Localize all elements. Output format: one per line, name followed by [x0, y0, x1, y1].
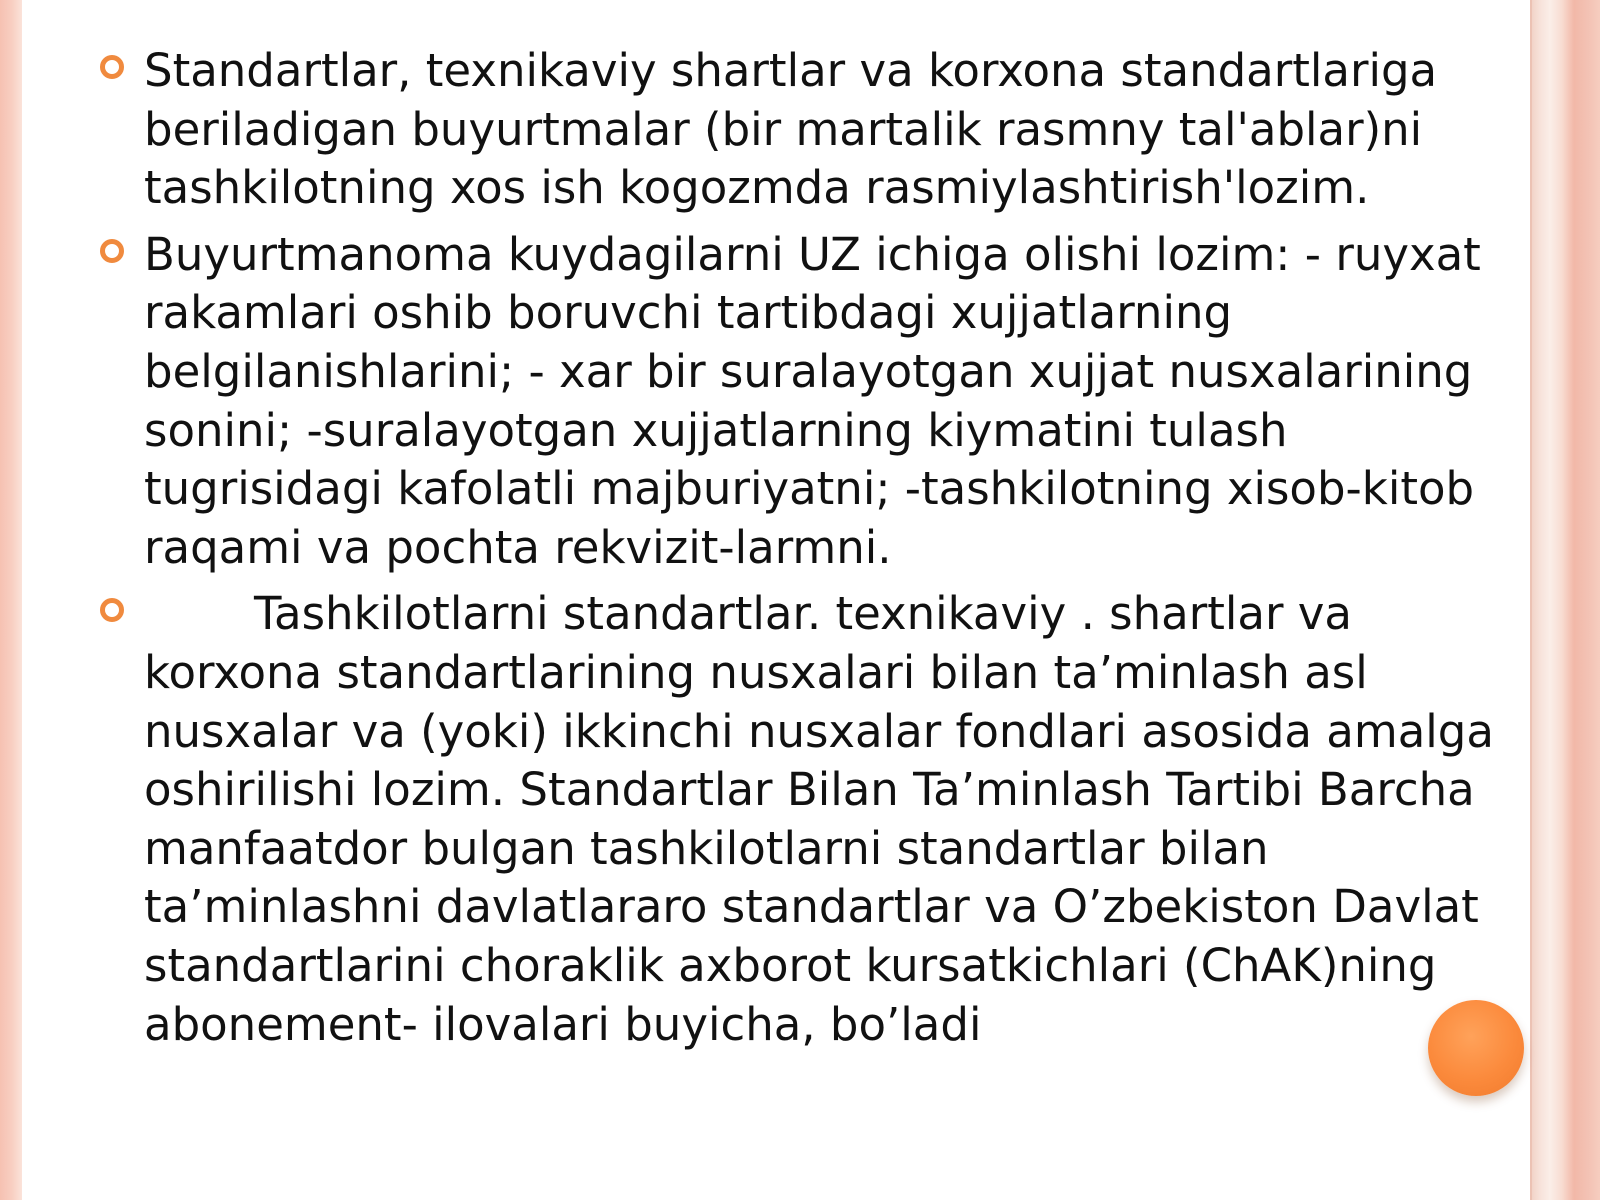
bullet-circle-icon	[100, 598, 124, 622]
bullet-text-1: Standartlar, texnikaviy shartlar va korxona standartlariga beriladigan buyurtmalar (bir martalik rasmny tal'ablar)ni tashkilotning xos ish kogozmda rasmiylashtirish'lozim.	[144, 44, 1438, 215]
bullet-item-3	[100, 585, 1500, 1054]
bullet-circle-icon	[100, 239, 124, 263]
bullet-text-2: Buyurtmanoma kuydagilarni UZ ichiga olishi lozim: - ruyxat rakamlari oshib boruvchi tartibdagi xujjatlarning belgilanishlarini; - xar bir suralayotgan xujjat nusxalarining sonini; -suralayotgan xujjatlarning kiymatini tulash tugrisidagi kafolatli majburiyatni; -tashkilotning xisob-kitob raqami va pochta rekvizit-larmni.	[144, 227, 1481, 574]
orange-circle-decoration	[1428, 1000, 1524, 1096]
bullet-list	[100, 42, 1500, 1062]
bullet-circle-icon	[100, 55, 124, 79]
left-decorative-stripe	[0, 0, 22, 1200]
right-decorative-band	[1532, 0, 1600, 1200]
bullet-item-1	[100, 42, 1500, 218]
bullet-text-3: Tashkilotlarni standartlar. texnikaviy . shartlar va korxona standartlarining nusxalari bilan ta’minlash asl nusxalar va (yoki) ikkinchi nusxalar fondlari asosida amalga oshirilishi lozim. Standartlar Bilan Ta’minlash Tartibi Barcha manfaatdor bulgan tashkilotlarni standartlar bilan ta’minlashni davlatlararo standartlar va O’zbekiston Davlat standartlarini choraklik axborot kursatkichlari (ChAK)ning abonement- ilovalari buyicha, bo’ladi	[144, 587, 1494, 1051]
bullet-item-2	[100, 226, 1500, 578]
